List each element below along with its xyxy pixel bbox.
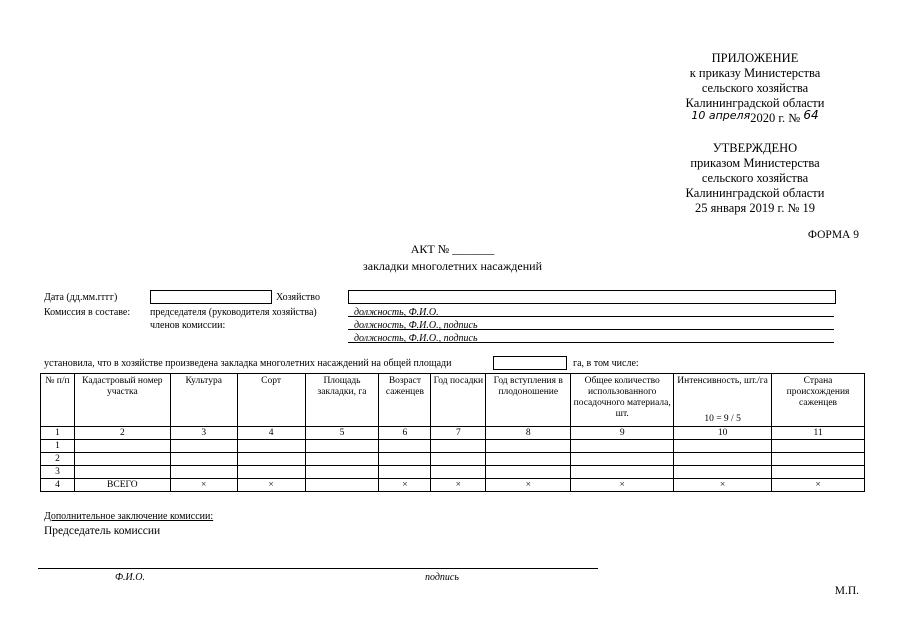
table-cell: 4 bbox=[41, 479, 75, 492]
table-cell[interactable] bbox=[305, 440, 379, 453]
area-suffix: га, в том числе: bbox=[573, 358, 639, 369]
col-number-row bbox=[41, 427, 865, 440]
appendix-date bbox=[665, 108, 845, 126]
table-cell[interactable] bbox=[305, 466, 379, 479]
col-number: 5 bbox=[305, 427, 379, 440]
appendix-date-printed: 2020 г. № bbox=[750, 111, 801, 125]
table-cell: × bbox=[379, 479, 431, 492]
table-total-row bbox=[41, 479, 865, 492]
table-cell[interactable] bbox=[674, 453, 772, 466]
approved-line: Калининградской области bbox=[685, 186, 825, 200]
appendix-line: сельского хозяйства bbox=[701, 81, 809, 95]
table-cell: × bbox=[571, 479, 674, 492]
stamp-label: М.П. bbox=[834, 585, 859, 597]
act-title: АКТ № _______ bbox=[410, 242, 495, 256]
table-cell: 2 bbox=[41, 453, 75, 466]
table-cell: 1 bbox=[41, 440, 75, 453]
col-number: 9 bbox=[571, 427, 674, 440]
commission-label: Комиссия в составе: bbox=[44, 307, 131, 318]
chairman-label: председателя (руководителя хозяйства) bbox=[150, 307, 317, 318]
col-header: Возраст саженцев bbox=[379, 374, 431, 427]
chairman-signature-label: Председатель комиссии bbox=[44, 525, 161, 537]
table-cell[interactable] bbox=[571, 440, 674, 453]
date-label: Дата (дд.мм.гггг) bbox=[44, 292, 118, 303]
act-subtitle: закладки многолетних насаждений bbox=[363, 259, 542, 273]
table-cell[interactable] bbox=[571, 453, 674, 466]
table-cell[interactable] bbox=[74, 466, 170, 479]
members-label: членов комиссии: bbox=[150, 320, 226, 331]
table-cell[interactable] bbox=[431, 466, 486, 479]
intensity-formula: 10 = 9 / 5 bbox=[704, 414, 741, 424]
additional-conclusion-label: Дополнительное заключение комиссии: bbox=[44, 511, 214, 522]
col-number: 6 bbox=[379, 427, 431, 440]
col-number: 7 bbox=[431, 427, 486, 440]
table-cell[interactable] bbox=[486, 440, 571, 453]
table-cell[interactable] bbox=[237, 440, 305, 453]
approved-block bbox=[665, 141, 845, 216]
table-row bbox=[41, 466, 865, 479]
table-cell[interactable] bbox=[170, 453, 237, 466]
table-cell: × bbox=[772, 479, 865, 492]
table-cell: × bbox=[170, 479, 237, 492]
date-input[interactable] bbox=[150, 290, 272, 304]
table-cell[interactable] bbox=[379, 466, 431, 479]
col-number: 2 bbox=[74, 427, 170, 440]
hint-member-2: должность, Ф.И.О., подпись bbox=[354, 333, 478, 344]
table-cell[interactable] bbox=[379, 453, 431, 466]
col-header: Сорт bbox=[237, 374, 305, 427]
plantings-table bbox=[40, 373, 865, 492]
table-cell[interactable] bbox=[772, 440, 865, 453]
handwritten-number: 64 bbox=[803, 108, 819, 122]
form-label: ФОРМА 9 bbox=[807, 229, 859, 241]
signature-caption: подпись bbox=[425, 572, 459, 583]
table-cell[interactable] bbox=[486, 466, 571, 479]
signature-line[interactable] bbox=[38, 568, 598, 569]
approved-line: приказом Министерства bbox=[690, 156, 820, 170]
col-number: 1 bbox=[41, 427, 75, 440]
col-header: Кадастровый номер участка bbox=[74, 374, 170, 427]
table-header-row bbox=[41, 374, 865, 427]
appendix-line: к приказу Министерства bbox=[689, 66, 821, 80]
farm-input[interactable] bbox=[348, 290, 836, 304]
appendix-line: Калининградской области bbox=[685, 96, 825, 110]
table-cell[interactable] bbox=[305, 479, 379, 492]
table-cell[interactable] bbox=[486, 453, 571, 466]
table-cell: × bbox=[674, 479, 772, 492]
col-header: Общее количество использованного посадочного материала, шт. bbox=[571, 374, 674, 427]
col-header-text: Интенсивность, шт./га bbox=[677, 376, 768, 386]
farm-label: Хозяйство bbox=[276, 292, 320, 303]
table-cell[interactable] bbox=[674, 466, 772, 479]
table-cell[interactable] bbox=[237, 453, 305, 466]
approved-line: сельского хозяйства bbox=[701, 171, 809, 185]
table-cell[interactable] bbox=[237, 466, 305, 479]
table-cell[interactable] bbox=[431, 453, 486, 466]
table-cell: × bbox=[486, 479, 571, 492]
hint-member-1: должность, Ф.И.О., подпись bbox=[354, 320, 478, 331]
col-header bbox=[674, 374, 772, 427]
area-sentence: установила, что в хозяйстве произведена закладка многолетних насаждений на общей площади bbox=[44, 358, 452, 369]
col-number: 10 bbox=[674, 427, 772, 440]
table-cell[interactable] bbox=[431, 440, 486, 453]
col-number: 11 bbox=[772, 427, 865, 440]
approved-line: 25 января 2019 г. № 19 bbox=[694, 201, 816, 215]
table-cell: × bbox=[237, 479, 305, 492]
approved-title: УТВЕРЖДЕНО bbox=[712, 141, 798, 155]
table-cell: ВСЕГО bbox=[74, 479, 170, 492]
table-cell: × bbox=[431, 479, 486, 492]
table-cell[interactable] bbox=[571, 466, 674, 479]
col-number: 4 bbox=[237, 427, 305, 440]
table-cell[interactable] bbox=[170, 440, 237, 453]
appendix-block bbox=[665, 51, 845, 126]
appendix-title: ПРИЛОЖЕНИЕ bbox=[711, 51, 799, 65]
col-number: 8 bbox=[486, 427, 571, 440]
table-cell[interactable] bbox=[772, 453, 865, 466]
table-cell[interactable] bbox=[305, 453, 379, 466]
table-row bbox=[41, 440, 865, 453]
table-cell[interactable] bbox=[674, 440, 772, 453]
handwritten-date: 10 апреля bbox=[691, 109, 751, 122]
col-header: Страна происхождения саженцев bbox=[772, 374, 865, 427]
table-cell[interactable] bbox=[170, 466, 237, 479]
col-header: Год посадки bbox=[431, 374, 486, 427]
table-cell[interactable] bbox=[379, 440, 431, 453]
col-number: 3 bbox=[170, 427, 237, 440]
table-cell[interactable] bbox=[74, 453, 170, 466]
table-row bbox=[41, 453, 865, 466]
table-cell: 3 bbox=[41, 466, 75, 479]
col-header: Культура bbox=[170, 374, 237, 427]
table-cell[interactable] bbox=[772, 466, 865, 479]
fio-caption: Ф.И.О. bbox=[115, 572, 145, 583]
hint-chairman: должность, Ф.И.О. bbox=[354, 307, 439, 318]
table-cell[interactable] bbox=[74, 440, 170, 453]
col-header: Год вступления в плодоношение bbox=[486, 374, 571, 427]
col-header: № п/п bbox=[41, 374, 75, 427]
area-input[interactable] bbox=[493, 356, 567, 370]
col-header: Площадь закладки, га bbox=[305, 374, 379, 427]
